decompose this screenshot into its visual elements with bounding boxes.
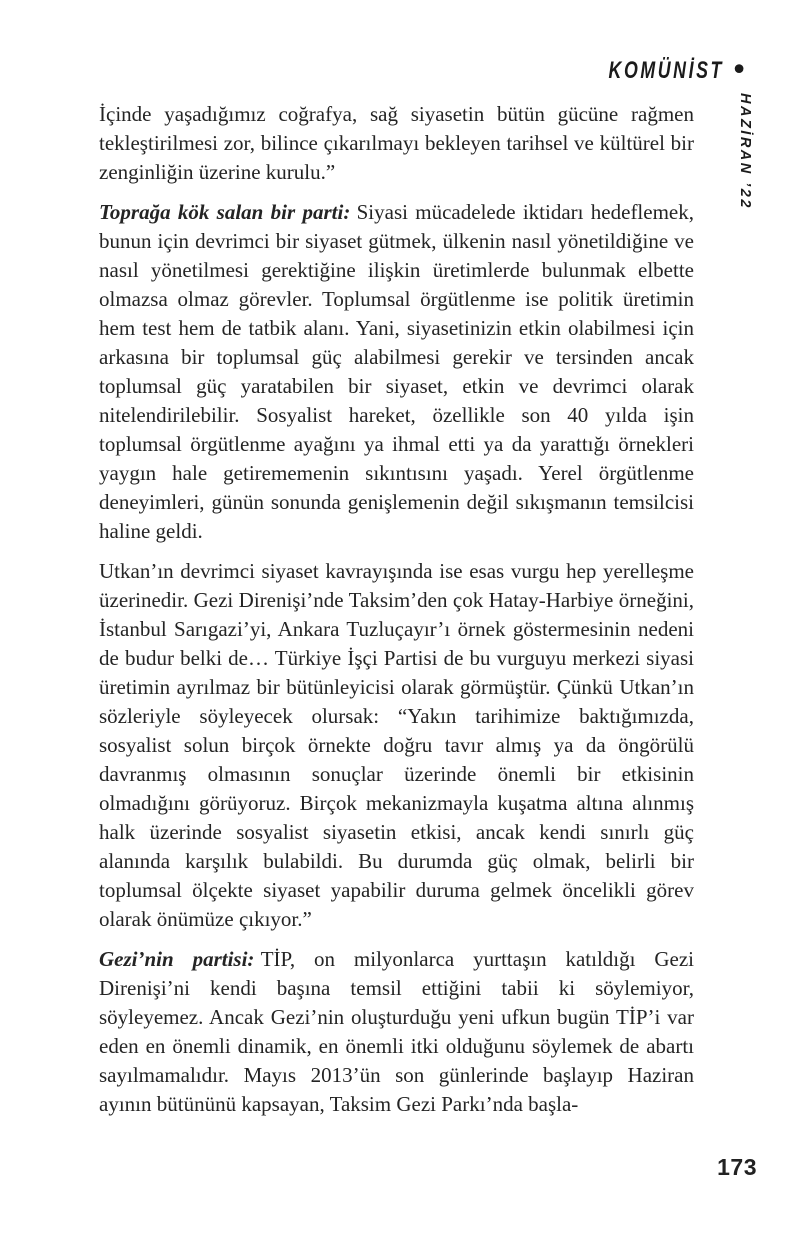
- paragraph-lead: Toprağa kök salan bir parti:: [99, 200, 351, 224]
- paragraph-text: Utkan’ın devrimci siyaset kavrayışında ise esas vurgu hep yerelleşme üzerinedir. Gezi Direnişi’nde Taksim’den çok Hatay-Harbiye örneğini, İstanbul Sarıgazi’yi, Ankara Tuzluçayır’ı örnek göstermesinin nedeni de budur belki de… Türkiye İşçi Partisi de bu vurguyu merkezi siyasi üretimin ayrılmaz bir bütünleyicisi olarak görmüştür. Çünkü Utkan’ın sözleriyle söyleyecek olursak: “Yakın tarihimize baktığımızda, sosyalist solun birçok örnekte doğru tavır almış ya da öngörülü davranmış olmasının sonuçlar üzerinde önemli bir etkisinin olmadığını görüyoruz. Birçok mekanizmayla kuşatma altına alınmış halk üzerinde sosyalist siyasetin etkisi, ancak kendi sınırlı güç alanında karşılık bulabildi. Bu durumda güç olmak, belirli bir toplumsal ölçekte siyaset yapabilir duruma gelmek öncelikli görev olarak önümüze çıkıyor.”: [99, 559, 694, 931]
- paragraph-utkan: [99, 557, 694, 934]
- paragraph-topraga-kok: [99, 198, 694, 546]
- paragraph-lead: Gezi’nin partisi:: [99, 947, 255, 971]
- paragraph-gezinin-partisi: [99, 945, 694, 1119]
- page-header: [568, 53, 748, 88]
- article-body: [99, 100, 694, 1130]
- paragraph-text: İçinde yaşadığımız coğrafya, sağ siyasetin bütün gücüne rağmen tekleştirilmesi zor, bilince çıkarılmayı bekleyen tarihsel ve kültürel bir zenginliğin üzerine kurulu.”: [99, 102, 694, 184]
- bullet-icon: •: [730, 53, 748, 88]
- journal-title: KOMÜNİST: [608, 57, 725, 84]
- paragraph-quote-continuation: [99, 100, 694, 187]
- issue-date-vertical: HAZİRAN ’22: [737, 93, 753, 210]
- paragraph-text: Siyasi mücadelede iktidarı hedeflemek, bunun için devrimci bir siyaset gütmek, ülkenin nasıl yönetildiğine ve nasıl yönetilmesi gerektiğine ilişkin üretimlerde bulunmak elbette olmazsa olmaz görevler. Toplumsal örgütlenme ise politik üretimin hem test hem de tatbik alanı. Yani, siyasetinizin etkin olabilmesi için arkasına bir toplumsal güç alabilmesi gerekir ve tersinden ancak toplumsal güç yaratabilen bir siyaset, etkin ve devrimci olarak nitelendirilebilir. Sosyalist hareket, özellikle son 40 yılda işin toplumsal örgütlenme ayağını ya ihmal etti ya da yarattığı örnekleri yaygın hale getirememenin sıkıntısını yaşadı. Yerel örgütlenme deneyimleri, günün sonunda genişlemenin değil sıkışmanın temsilcisi haline geldi.: [99, 200, 694, 543]
- paragraph-text: TİP, on milyonlarca yurttaşın katıldığı Gezi Direnişi’ni kendi başına temsil ettiğini tabii ki söylemiyor, söyleyemez. Ancak Gezi’nin oluşturduğu yeni ufkun bugün TİP’i var eden en önemli dinamik, en önemli itki olduğunu söylemek de abartı sayılmamalıdır. Mayıs 2013’ün son günlerinde başlayıp Haziran ayının bütününü kapsayan, Taksim Gezi Parkı’nda başla-: [99, 947, 694, 1116]
- page-number: 173: [717, 1154, 757, 1180]
